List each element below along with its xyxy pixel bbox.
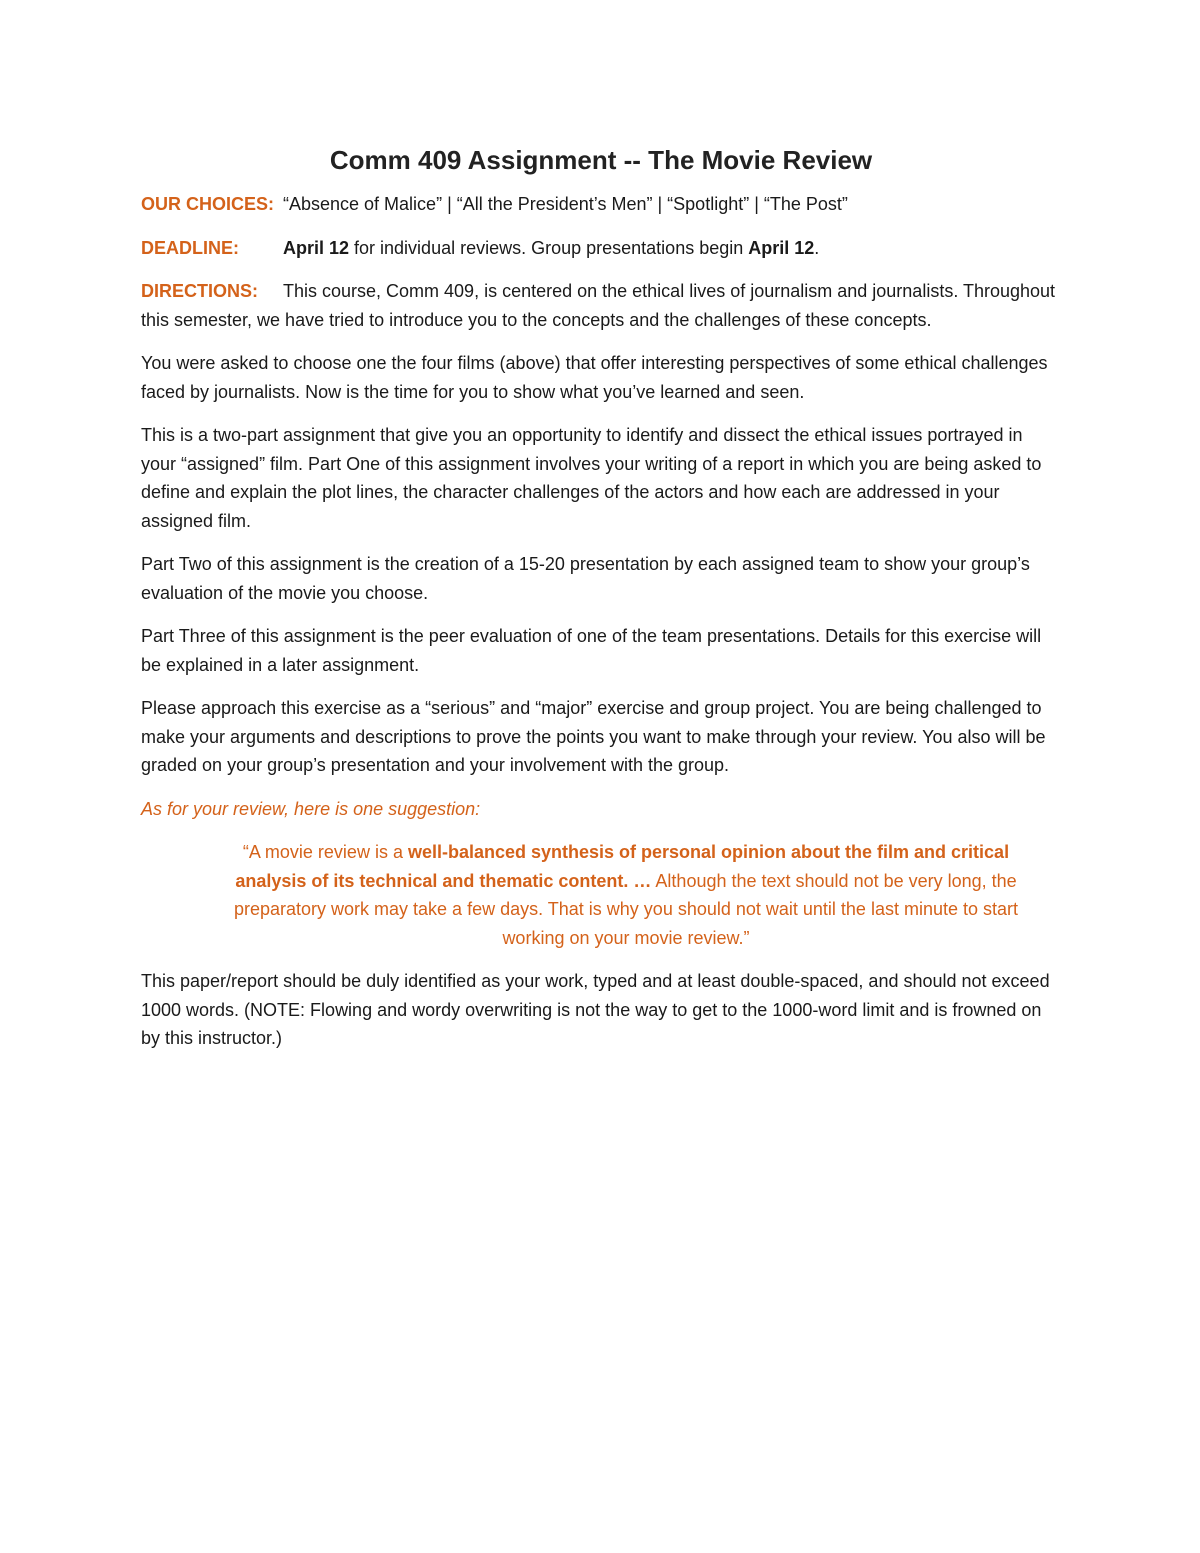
- choices-label: OUR CHOICES:: [141, 194, 275, 214]
- deadline-label: DEADLINE:: [141, 237, 239, 258]
- deadline-middle-text: for individual reviews. Group presentations begin: [349, 237, 749, 258]
- directions-label: DIRECTIONS:: [141, 281, 258, 301]
- paragraph-closing: This paper/report should be duly identified as your work, typed and at least double-spaced, and should not exceed 1000 words. (NOTE: Flowing and wordy overwriting is not the way to get to the 1000-word limit and is frowned on by this instructor.): [141, 971, 1050, 1048]
- deadline-end: .: [814, 237, 820, 258]
- page-title: Comm 409 Assignment -- The Movie Review: [329, 145, 873, 175]
- suggestion-intro: As for your review, here is one suggestion:: [141, 798, 481, 819]
- quote-open: “A movie review is a: [242, 842, 408, 862]
- directions-text: This course, Comm 409, is centered on the ethical lives of journalism and journalists. Throughout this semester, we have tried to introduce you to the concepts and the challenges of these concepts.: [141, 281, 1056, 330]
- paragraph-films: You were asked to choose one the four films (above) that offer interesting perspectives of some ethical challenges faced by journalists. Now is the time for you to show what you’ve learned and seen.: [141, 353, 1048, 402]
- quote-bold: well-balanced synthesis of personal opinion about the film and critical analysis of its technical and thematic content. …: [235, 842, 1010, 891]
- paragraph-approach: Please approach this exercise as a “serious” and “major” exercise and group project. You are being challenged to make your arguments and descriptions to prove the points you want to make through your review. You also will be graded on your group’s presentation and your involvement with the group.: [141, 698, 1046, 775]
- choices-row: [141, 190, 1061, 219]
- directions-row: [141, 277, 1061, 334]
- paragraph-part-two: Part Two of this assignment is the creation of a 15-20 presentation by each assigned team to show your group’s evaluation of the movie you choose.: [141, 554, 1030, 603]
- quote-rest: Although the text should not be very long, the preparatory work may take a few days. That is why you should not wait until the last minute to start working on your movie review.”: [233, 870, 1019, 948]
- review-quote: [141, 838, 1061, 952]
- deadline-date-individual: April 12: [283, 237, 350, 258]
- deadline-row: [141, 234, 1061, 263]
- deadline-date-group: April 12: [748, 237, 815, 258]
- document-page: [141, 140, 1061, 1068]
- paragraph-two-part: This is a two-part assignment that give you an opportunity to identify and dissect the ethical issues portrayed in your “assigned” film. Part One of this assignment involves your writing of a report in which you are being asked to define and explain the plot lines, the character challenges of the actors and how each are addressed in your assigned film.: [141, 425, 1042, 531]
- choices-value: “Absence of Malice” | “All the President’s Men” | “Spotlight” | “The Post”: [283, 194, 848, 214]
- paragraph-part-three: Part Three of this assignment is the peer evaluation of one of the team presentations. Details for this exercise will be explained in a later assignment.: [141, 626, 1042, 675]
